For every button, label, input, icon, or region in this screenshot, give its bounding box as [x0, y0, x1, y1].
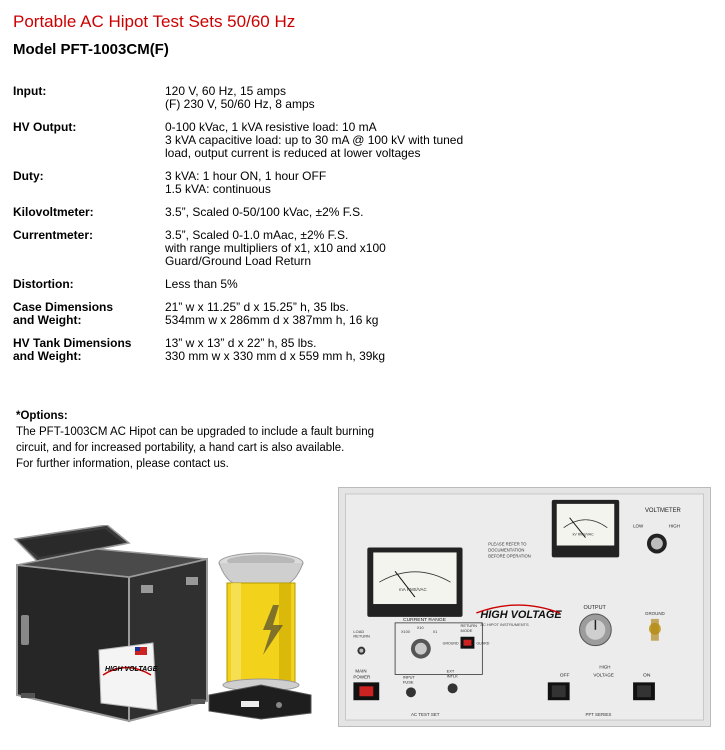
high-label: HIGH: [668, 523, 680, 529]
panel-brand: HIGH VOLTAGE: [480, 608, 562, 621]
current-range-label: CURRENT RANGE: [403, 617, 447, 623]
case-brand-label: HIGH VOLTAGE: [105, 666, 158, 673]
specs-table: [13, 85, 573, 373]
spec-label-line: HV Tank Dimensions: [13, 336, 132, 350]
spec-label: [13, 206, 165, 219]
range-x10-label: X10: [416, 625, 424, 630]
spec-label-line: Duty:: [13, 169, 44, 183]
spec-value: [165, 301, 573, 327]
input-fuse-label: INPUT: [403, 674, 415, 680]
spec-value-line: 1.5 kVA: continuous: [165, 182, 271, 196]
spec-value: [165, 121, 573, 160]
spec-value-line: 13” w x 13” d x 22” h, 85 lbs.: [165, 336, 317, 350]
spec-label: [13, 121, 165, 160]
spec-value-line: load, output current is reduced at lower voltages: [165, 146, 421, 160]
spec-label-line: Distortion:: [13, 277, 74, 291]
range-x1-label: X1: [432, 629, 438, 634]
spec-value-line: 3 kVA capacitive load: up to 30 mA @ 100 kV with tuned: [165, 133, 464, 147]
spec-value-line: 0-100 kVac, 1 kVA resistive load: 10 mA: [165, 120, 377, 134]
spec-label-line: Input:: [13, 84, 47, 98]
options-line: For further information, please contact us.: [16, 458, 229, 470]
spec-value: [165, 85, 573, 111]
spec-label-line: HV Output:: [13, 120, 77, 134]
spec-row: [13, 85, 573, 111]
notice-line: DOCUMENTATION: [488, 547, 525, 553]
spec-row: [13, 206, 573, 219]
spec-value-line: 3.5”, Scaled 0-50/100 kVac, ±2% F.S.: [165, 205, 364, 219]
spec-label-line: Currentmeter:: [13, 228, 94, 242]
spec-label: [13, 337, 165, 363]
input-fuse-label: FUSE: [403, 679, 414, 685]
load-return-label: LOAD: [353, 628, 365, 634]
voltmeter-label: VOLTMETER: [644, 507, 681, 514]
pft-series-label: PFT SERIES: [585, 712, 612, 718]
options-line: circuit, and for increased portability, a hand cart is also available.: [16, 442, 345, 454]
hv-tank-photo: [205, 545, 315, 720]
spec-value: [165, 337, 573, 363]
ma-meter-label: mA RMS/VAC: [399, 587, 427, 593]
guard-mode-label: GUARD: [476, 641, 490, 646]
spec-label-line: Case Dimensions: [13, 300, 114, 314]
main-power-label: POWER: [353, 674, 371, 680]
spec-value-line: 3.5”, Scaled 0-1.0 mAac, ±2% F.S.: [165, 228, 349, 242]
model-number: Model PFT-1003CM(F): [13, 41, 169, 58]
spec-row: [13, 301, 573, 327]
load-return-label: RETURN: [353, 633, 370, 639]
main-power-label: MAIN: [355, 668, 367, 674]
spec-label-line: Kilovoltmeter:: [13, 205, 94, 219]
options-line: The PFT-1003CM AC Hipot can be upgraded to include a fault burning: [16, 426, 374, 438]
spec-value-line: 120 V, 60 Hz, 15 amps: [165, 84, 286, 98]
kv-meter-label: kV RMS/VAC: [572, 532, 594, 537]
spec-row: [13, 278, 573, 291]
options-heading: *Options:: [16, 410, 68, 422]
spec-value-line: with range multipliers of x1, x10 and x100: [165, 241, 386, 255]
options-block: [16, 408, 416, 472]
spec-value: [165, 229, 573, 268]
spec-value-line: Guard/Ground Load Return: [165, 254, 312, 268]
spec-label-line: and Weight:: [13, 349, 82, 363]
ac-test-set-label: AC TEST SET: [410, 712, 440, 718]
spec-row: [13, 121, 573, 160]
spec-value: [165, 170, 573, 196]
spec-label: [13, 85, 165, 111]
return-mode-label: MODE: [460, 627, 473, 633]
spec-row: [13, 170, 573, 196]
spec-value-line: (F) 230 V, 50/60 Hz, 8 amps: [165, 97, 315, 111]
low-label: LOW: [633, 523, 644, 529]
spec-row: [13, 229, 573, 268]
spec-label: [13, 301, 165, 327]
spec-label: [13, 278, 165, 291]
panel-brand-sub: AC HIPOT INSTRUMENTS: [480, 621, 529, 627]
test-set-case-photo: [11, 525, 209, 725]
ext-interlock-label: EXT: [446, 668, 455, 674]
spec-value-line: 3 kVA: 1 hour ON, 1 hour OFF: [165, 169, 327, 183]
ground-mode-label: GROUND: [442, 641, 459, 646]
spec-value-line: 21” w x 11.25” d x 15.25” h, 35 lbs.: [165, 300, 349, 314]
range-x100-label: X100: [401, 629, 410, 634]
spec-value-line: Less than 5%: [165, 277, 238, 291]
spec-value-line: 534mm w x 286mm d x 387mm h, 16 kg: [165, 313, 379, 327]
spec-label: [13, 170, 165, 196]
hv-label: HIGH: [599, 664, 611, 670]
spec-row: [13, 337, 573, 363]
control-panel-photo: [338, 487, 711, 727]
spec-label-line: and Weight:: [13, 313, 82, 327]
output-label: OUTPUT: [583, 604, 606, 611]
notice-line: BEFORE OPERATION: [488, 553, 531, 559]
hv-label: VOLTAGE: [593, 672, 614, 678]
return-mode-label: RETURN: [460, 622, 478, 628]
spec-value-line: 330 mm w x 330 mm d x 559 mm h, 39kg: [165, 349, 386, 363]
ext-interlock-label: INTLK: [446, 673, 458, 679]
on-label: ON: [643, 673, 651, 679]
notice-line: PLEASE REFER TO: [488, 541, 527, 547]
spec-label: [13, 229, 165, 268]
ground-terminal-label: GROUND: [644, 610, 665, 616]
spec-value: [165, 278, 573, 291]
page-title: Portable AC Hipot Test Sets 50/60 Hz: [13, 12, 296, 31]
off-label: OFF: [559, 673, 570, 679]
spec-value: [165, 206, 573, 219]
